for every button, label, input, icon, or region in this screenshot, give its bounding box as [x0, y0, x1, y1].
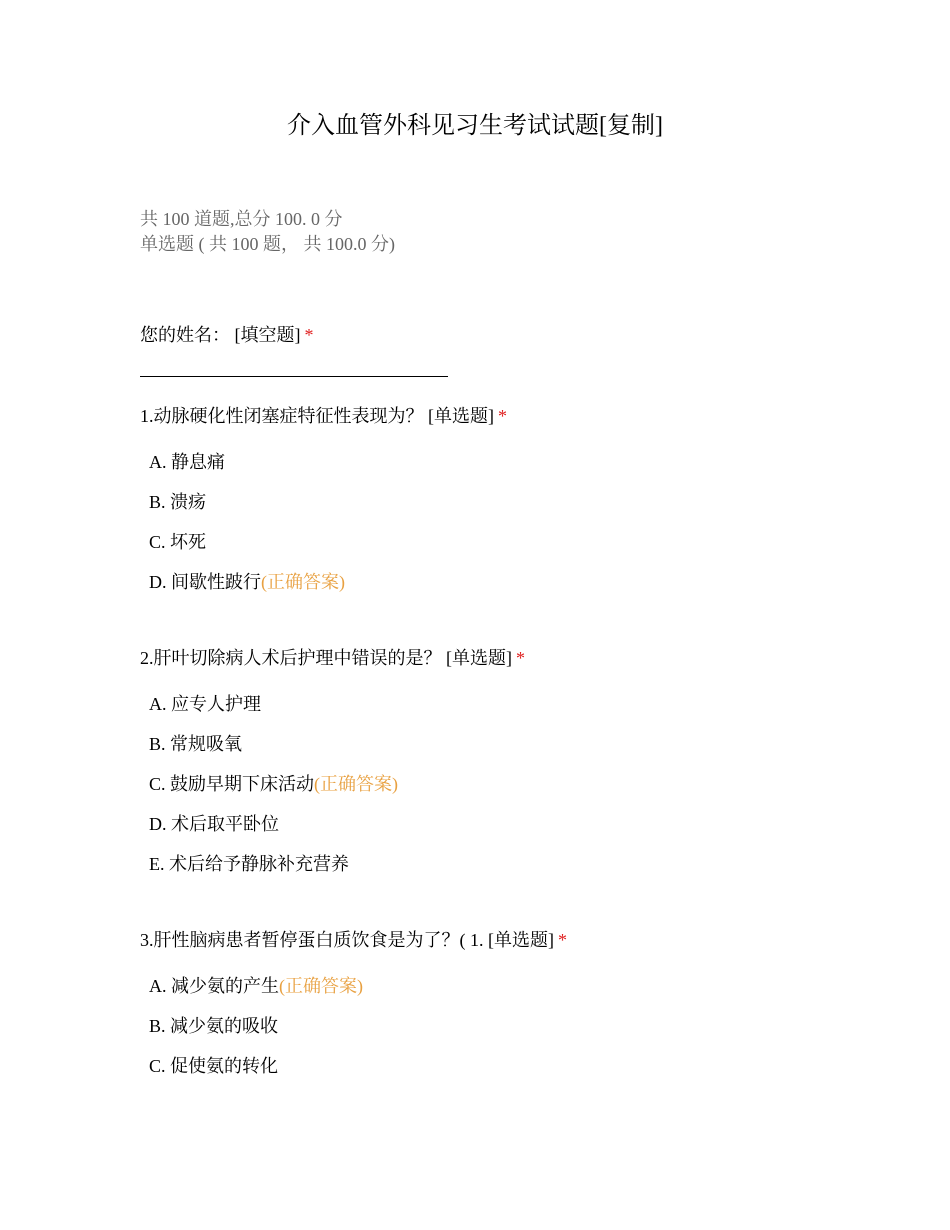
question-type: [单选题] [428, 406, 494, 426]
question-2-title [140, 645, 525, 671]
question-text: 3.肝性脑病患者暂停蛋白质饮食是为了？( 1. [140, 930, 484, 950]
required-mark: * [516, 648, 525, 668]
option-label: E. 术后给予静脉补充营养 [149, 854, 349, 874]
question-type: [单选题] [446, 648, 512, 668]
option-label: C. 鼓励早期下床活动 [149, 774, 315, 794]
q2-option-c [149, 771, 398, 797]
summary-section: 单选题 ( 共 100 题， 共 100.0 分) [140, 234, 395, 254]
option-label: D. 术后取平卧位 [149, 814, 279, 834]
name-field-type: [填空题] [234, 325, 301, 345]
name-field-label [140, 322, 314, 348]
correct-answer-mark: (正确答案) [314, 774, 399, 794]
question-text: 2.肝叶切除病人术后护理中错误的是？ [140, 648, 442, 668]
option-label: A. 静息痛 [149, 452, 225, 472]
option-label: B. 常规吸氧 [149, 734, 243, 754]
q2-option-e [149, 851, 349, 877]
question-1-title [140, 403, 507, 429]
option-label: C. 坏死 [149, 532, 207, 552]
q1-option-b [149, 489, 206, 515]
required-mark: * [304, 325, 314, 345]
q1-option-a [149, 449, 225, 475]
exam-summary [140, 207, 395, 257]
option-label: C. 促使氨的转化 [149, 1056, 279, 1076]
q3-option-c [149, 1053, 278, 1079]
required-mark: * [558, 930, 567, 950]
q2-option-a [149, 691, 261, 717]
q3-option-a [149, 973, 363, 999]
correct-answer-mark: (正确答案) [261, 572, 345, 592]
name-field-text: 您的姓名： [140, 325, 230, 345]
question-3-title [140, 927, 567, 953]
required-mark: * [498, 406, 507, 426]
correct-answer-mark: (正确答案) [279, 976, 363, 996]
option-label: B. 减少氨的吸收 [149, 1016, 279, 1036]
name-blank-line[interactable] [140, 376, 448, 377]
option-label: A. 减少氨的产生 [149, 976, 279, 996]
q2-option-d [149, 811, 279, 837]
q2-option-b [149, 731, 242, 757]
option-label: B. 溃疡 [149, 492, 207, 512]
page-title: 介入血管外科见习生考试试题[复制] [287, 113, 663, 139]
q3-option-b [149, 1013, 278, 1039]
summary-total: 共 100 道题,总分 100. 0 分 [140, 209, 343, 229]
option-label: A. 应专人护理 [149, 694, 261, 714]
question-text: 1.动脉硬化性闭塞症特征性表现为？ [140, 406, 424, 426]
q1-option-d [149, 569, 345, 595]
question-type: [单选题] [488, 930, 554, 950]
q1-option-c [149, 529, 206, 555]
option-label: D. 间歇性跛行 [149, 572, 261, 592]
